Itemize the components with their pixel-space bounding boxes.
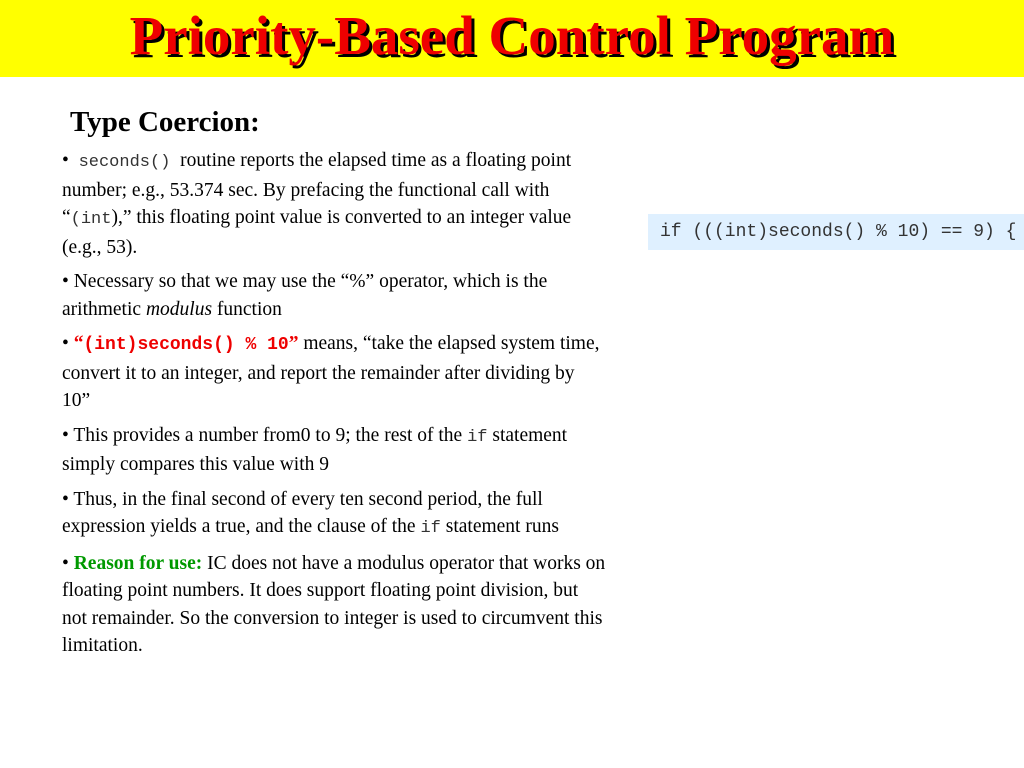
code-expression: (int)seconds() % 10	[83, 335, 289, 355]
bullet-text-continued: statement simply compares this value with 9	[62, 424, 568, 475]
code-snippet: if (((int)seconds() % 10) == 9) {	[660, 222, 1017, 242]
title-bar	[0, 0, 1024, 77]
bullet-list	[62, 147, 607, 667]
code-int-cast: (int	[70, 210, 112, 229]
reason-label: Reason for use:	[73, 552, 203, 574]
code-snippet-box	[648, 214, 1024, 250]
bullet-text: This provides a number from0 to 9; the rest of the	[73, 424, 468, 446]
modulus-term: modulus	[145, 298, 213, 320]
bullet-item-reason-for-use	[62, 550, 607, 660]
bullet-item-final-second	[62, 486, 607, 543]
bullet-marker: •	[62, 552, 69, 574]
bullet-text: means, “take the elapsed system time, convert it to an integer, and report the remainder after dividing by 10”	[62, 333, 600, 411]
bullet-text: routine reports the elapsed time as a floating point number; e.g., 53.374 sec. By prefacing the functional call with “	[62, 150, 572, 228]
bullet-text-continued: function	[212, 298, 282, 320]
bullet-text: IC does not have a modulus operator that works on floating point numbers. It does support floating point division, but not remainder. So the conversion to integer is used to circumvent this limitation.	[62, 552, 606, 656]
bullet-text-continued: ),” this floating point value is converted to an integer value (e.g., 53).	[62, 207, 572, 258]
bullet-item-modulus	[62, 268, 607, 323]
code-if-keyword: if	[467, 427, 488, 447]
bullet-marker: •	[62, 424, 69, 446]
close-quote: ”	[288, 333, 299, 354]
bullet-marker: •	[62, 271, 69, 292]
open-quote: “	[73, 333, 84, 354]
bullet-marker: •	[62, 150, 69, 171]
section-heading: Type Coercion:	[70, 106, 260, 138]
bullet-item-seconds-routine	[62, 147, 607, 261]
code-if-keyword: if	[420, 519, 441, 538]
bullet-text-continued: statement runs	[440, 516, 559, 537]
slide-title: Priority-Based Control Program	[129, 5, 895, 66]
bullet-marker: •	[62, 333, 69, 354]
bullet-item-range	[62, 422, 607, 479]
code-seconds-call: seconds()	[78, 153, 171, 172]
bullet-text: Necessary so that we may use the “%” operator, which is the arithmetic	[62, 271, 548, 320]
bullet-item-expression-meaning	[62, 330, 607, 415]
bullet-text: Thus, in the final second of every ten second period, the full expression yields a true, and the clause of the	[62, 488, 543, 537]
bullet-marker: •	[62, 488, 69, 510]
